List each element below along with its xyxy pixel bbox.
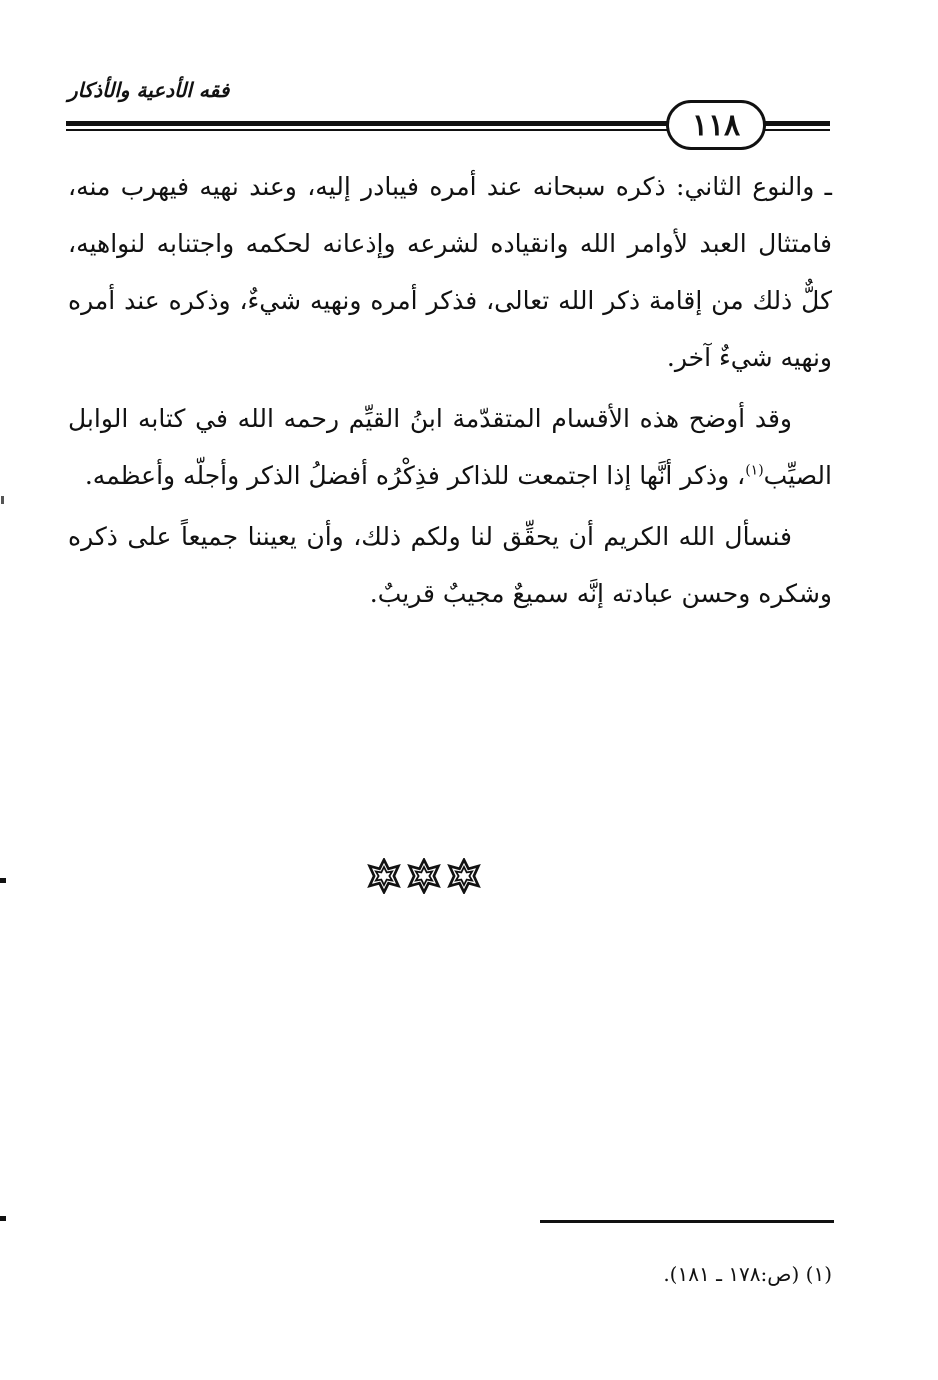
header-rule-thin-left — [66, 129, 670, 131]
paragraph-second-type: ـ والنوع الثاني: ذكره سبحانه عند أمره فيبادر إليه، وعند نهيه فيهرب منه، فامتثال العبد لأوامر الله وانقياده لشرعه وإذعانه لحكمه واجتنابه لنواهيه، كلٌّ ذلك من إقامة ذكر الله تعالى، فذكر أمره ونهيه شيءٌ، وذكره عند أمره ونهيه شيءٌ آخر. — [68, 172, 832, 372]
paragraph-ibn-qayyim-part1: وقد أوضح هذه الأقسام المتقدّمة ابنُ القيِّم رحمه الله في كتابه الوابل الصيِّب — [68, 404, 832, 490]
footnote-separator — [540, 1220, 834, 1223]
paragraph-ibn-qayyim-part2: ، وذكر أنَّها إذا اجتمعت للذاكر فذِكْرُه أفضلُ الذكر وأجلّه وأعظمه. — [84, 461, 746, 490]
scan-edge-mark — [1, 496, 4, 504]
octagram-star-icon — [446, 858, 482, 898]
octagram-star-icon — [366, 858, 402, 898]
footnote: (١) (ص:١٧٨ ـ ١٨١). — [663, 1262, 832, 1286]
paragraph-ibn-qayyim — [68, 390, 832, 504]
octagram-star-icon — [406, 858, 442, 898]
section-ornament — [366, 858, 482, 898]
scan-edge-mark — [0, 878, 6, 883]
running-title: فقه الأدعية والأذكار — [68, 78, 230, 102]
main-text — [68, 158, 832, 626]
page-number: ١١٨ — [691, 107, 741, 143]
page-number-badge — [666, 100, 766, 150]
header-rule-thick-right — [762, 121, 830, 126]
paragraph-supplication: فنسأل الله الكريم أن يحقِّق لنا ولكم ذلك، وأن يعيننا جميعاً على ذكره وشكره وحسن عبادته إنَّه سميعٌ مجيبٌ قريبٌ. — [68, 522, 832, 608]
header-rule-thin-right — [762, 129, 830, 131]
header-rule-thick-left — [66, 121, 670, 126]
scan-edge-mark — [0, 1216, 6, 1221]
footnote-reference[interactable]: (١) — [745, 462, 764, 479]
